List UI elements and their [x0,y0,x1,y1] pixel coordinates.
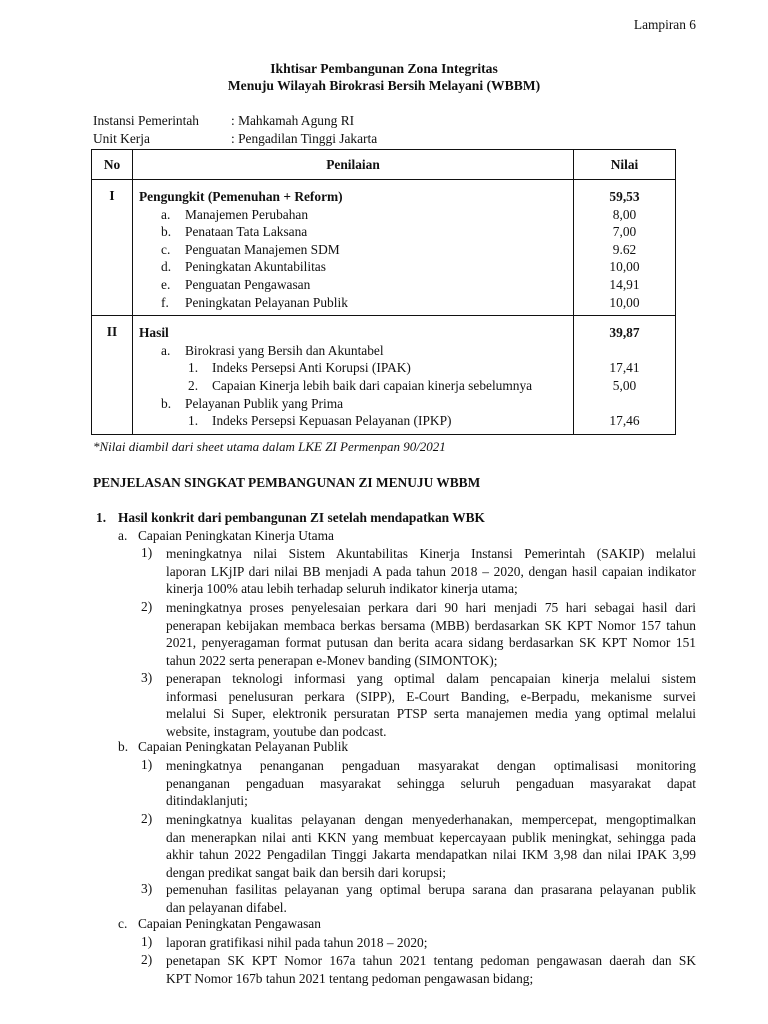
value-cell: 10,00 [609,294,640,310]
list-item: 2) meningkatnya proses penyelesaian perkara dari 90 hari menjadi 75 hari sebagai hasil dari penerapan kebijakan membaca berkas bersama (MBB) berdasarkan SK KPT Nomor 157 tahun 2021, penyeragaman format putusan dan berita acara sidang berdasarkan SK KPT Nomor 151 tahun 2022 serta penerapan e-Monev banding (SIMONTOK); [141,599,696,668]
section2-no: II [92,316,133,435]
value-cell: 14,91 [609,276,640,292]
value-cell: 8,00 [612,206,637,222]
section1-title: Pengungkit (Pemenuhan + Reform) [139,189,343,204]
section1-total: 59,53 [609,189,640,204]
list-item: 1) laporan gratifikasi nihil pada tahun 2018 – 2020; [141,934,428,950]
list-item: b. Pelayanan Publik yang Prima [161,395,344,411]
list-item: e. Penguatan Pengawasan [161,276,311,292]
section2-values [574,316,676,435]
list-item: 2. Capaian Kinerja lebih baik dari capaian kinerja sebelumnya [188,377,533,393]
meta-instansi [93,113,354,129]
section1-penilaian [133,180,574,316]
value-cell: 7,00 [612,224,637,240]
value-cell: 10,00 [609,259,640,275]
section1-values [574,180,676,316]
list-item: c. Penguatan Manajemen SDM [161,241,340,257]
list-item: 3) pemenuhan fasilitas pelayanan yang optimal berupa sarana dan prasarana pelayanan publik dan pelayanan difabel. [141,881,696,915]
section2-penilaian [133,316,574,435]
attachment-label: Lampiran 6 [633,17,696,32]
list-item: b. Penataan Tata Laksana [161,224,308,240]
meta-instansi-value: : Mahkamah Agung RI [231,113,355,128]
header-no: No [92,150,133,180]
meta-unit-value: : Pengadilan Tinggi Jakarta [231,131,378,146]
list-item: a. Manajemen Perubahan [161,206,309,222]
list-item: 2) penetapan SK KPT Nomor 167a tahun 2021 tentang pedoman pengawasan daerah dan SK KPT Nomor 167b tahun 2021 tentang pedoman pengawasan bidang; [141,952,696,986]
list-item: 3) penerapan teknologi informasi yang optimal dalam pencapaian kinerja melalui sistem informasi penelusuran perkara (SIPP), E-Court Banding, e-Berpadu, mekanisme survei melalui Si Super, elektronik persuratan PTSP serta manajemen media yang optimal melalui website, instagram, youtube dan podcast. [141,670,696,739]
value-cell: 9.62 [612,241,637,257]
document-title-line2: Menuju Wilayah Birokrasi Bersih Melayani (WBBM) [227,78,541,93]
meta-unit [93,131,377,147]
value-cell: 17,46 [609,413,640,429]
header-nilai: Nilai [574,150,676,180]
point1-heading: 1. Hasil konkrit dari pembangunan ZI setelah mendapatkan WBK [96,510,485,525]
table-row-section1 [92,180,676,316]
section-heading: PENJELASAN SINGKAT PEMBANGUNAN ZI MENUJU WBBM [93,475,481,490]
subheading-c: c. Capaian Peningkatan Pengawasan [118,916,321,931]
meta-unit-label: Unit Kerja [93,131,150,146]
document-title-line1: Ikhtisar Pembangunan Zona Integritas [270,61,498,76]
assessment-table [91,149,676,435]
section2-total: 39,87 [609,325,640,341]
subheading-a: a. Capaian Peningkatan Kinerja Utama [118,528,334,543]
list-item: 1) meningkatnya penanganan pengaduan masyarakat dengan optimalisasi monitoring penanganan pengaduan masyarakat sehingga seluruh pengaduan masyarakat dapat ditindaklanjuti; [141,757,696,809]
list-item: 2) meningkatnya kualitas pelayanan dengan menyederhanakan, mempercepat, mengoptimalkan dan menerapkan nilai anti KKN yang membuat kepercayaan publik meningkat, sehingga pada akhir tahun 2022 Pengadilan Tinggi Jakarta mendapatkan nilai IKM 3,98 dan nilai IPAK 3,99 dengan predikat sangat baik dan bersih dari korupsi; [141,811,696,880]
subheading-b: b. Capaian Peningkatan Pelayanan Publik [118,739,349,754]
list-item: d. Peningkatan Akuntabilitas [161,259,326,275]
list-item: 1. Indeks Persepsi Anti Korupsi (IPAK) [188,360,411,376]
section1-no: I [92,180,133,316]
list-item: a. Birokrasi yang Bersih dan Akuntabel [161,342,384,358]
meta-instansi-label: Instansi Pemerintah [93,113,199,128]
table-row-section2 [92,316,676,435]
section2-title: Hasil [139,325,169,341]
table-header-row [92,150,676,180]
list-item: f. Peningkatan Pelayanan Publik [161,294,348,310]
list-item: 1. Indeks Persepsi Kepuasan Pelayanan (IPKP) [188,413,452,429]
value-cell: 17,41 [609,360,640,376]
list-item: 1) meningkatnya nilai Sistem Akuntabilitas Kinerja Instansi Pemerintah (SAKIP) melalui laporan LKjIP dari nilai BB menjadi A pada tahun 2018 – 2020, dengan hasil capaian indikator kinerja 100% atau lebih terhadap seluruh indikator kinerja utama; [141,545,696,597]
header-penilaian: Penilaian [133,150,574,180]
table-note: *Nilai diambil dari sheet utama dalam LKE ZI Permenpan 90/2021 [93,439,446,454]
value-cell: 5,00 [612,377,637,393]
